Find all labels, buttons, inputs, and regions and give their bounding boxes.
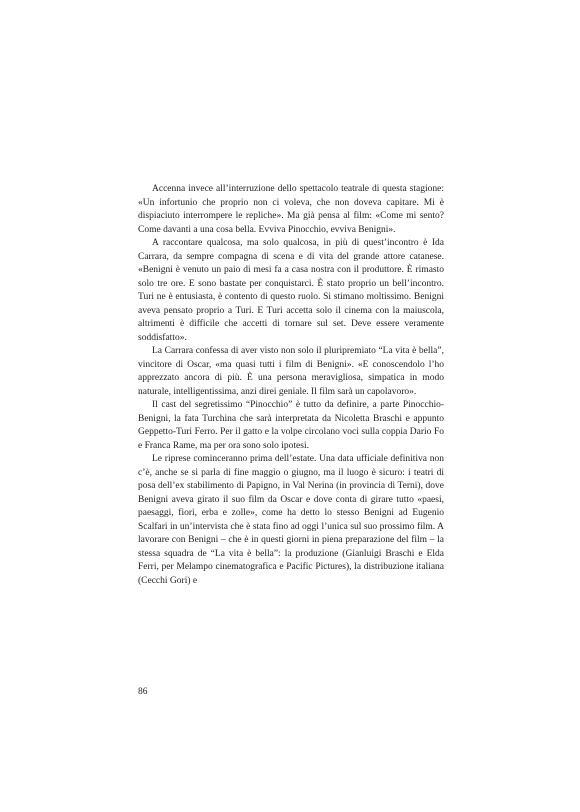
paragraph-5: Le riprese cominceranno prima dell’estate. Una data ufficiale definitiva non c’è, anche se si parla di fine maggio o giugno, ma il luogo è sicuro: i teatri di posa dell’ex stabilimento di Papigno, in Val Nerina (in provincia di Terni), dove Benigni aveva girato il suo film da Oscar e dove conta di girare tutto «paesi, paesaggi, fiori, erba e zolle», come ha detto lo stesso Benigni ad Eugenio Scalfari in un’intervista che è stata fino ad oggi l’unica sul suo prossimo film. A lavorare con Benigni – che è in questi giorni in piena preparazione del film – la stessa squadra de “La vita è bella”: la produzione (Gianluigi Braschi e Elda Ferri, per Melampo cinematografica e Pacific Pictures), la distribuzione italiana (Cecchi Gori) e [138,454,444,586]
page-number: 86 [138,687,148,697]
paragraph-1: Accenna invece all’interruzione dello spettacolo teatrale di questa stagione: «Un infortunio che proprio non ci voleva, che non doveva capitare. Mi è dispiaciuto interrompere le repliche». Ma già pensa al film: «Come mi sento? Come davanti a una cosa bella. Evviva Pinocchio, evviva Benigni». [138,184,444,235]
paragraph-3: La Carrara confessa di aver visto non solo il pluripremiato “La vita è bella”, vincitore di Oscar, «ma quasi tutti i film di Benigni». «E conoscendolo l’ho apprezzato ancora di più. È una persona meravigliosa, simpatica in modo naturale, intelligentissima, anzi direi geniale. Il film sarà un capolavoro». [138,346,444,397]
paragraph-4: Il cast del segretissimo “Pinocchio” è tutto da definire, a parte Pinocchio-Benigni, la fata Turchina che sarà interpretata da Nicoletta Braschi e appunto Geppetto-Turi Ferro. Per il gatto e la volpe circolano voci sulla coppia Dario Fo e Franca Rame, ma per ora sono solo ipotesi. [138,400,444,451]
body-text [138,183,444,588]
paragraph-2: A raccontare qualcosa, ma solo qualcosa, in più di quest’incontro è Ida Carrara, da sempre compagna di scena e di vita del grande attore catanese. «Benigni è venuto un paio di mesi fa a casa nostra con il produttore. È rimasto solo tre ore. E sono bastate per conquistarci. È stato proprio un bell’incontro. Turi ne è entusiasta, è contento di questo ruolo. Si stimano moltissimo. Benigni aveva pensato proprio a Turi. E Turi accetta solo il cinema con la maiuscola, altrimenti è difficile che accetti di tornare sul set. Deve essere veramente soddisfatto». [138,238,444,343]
